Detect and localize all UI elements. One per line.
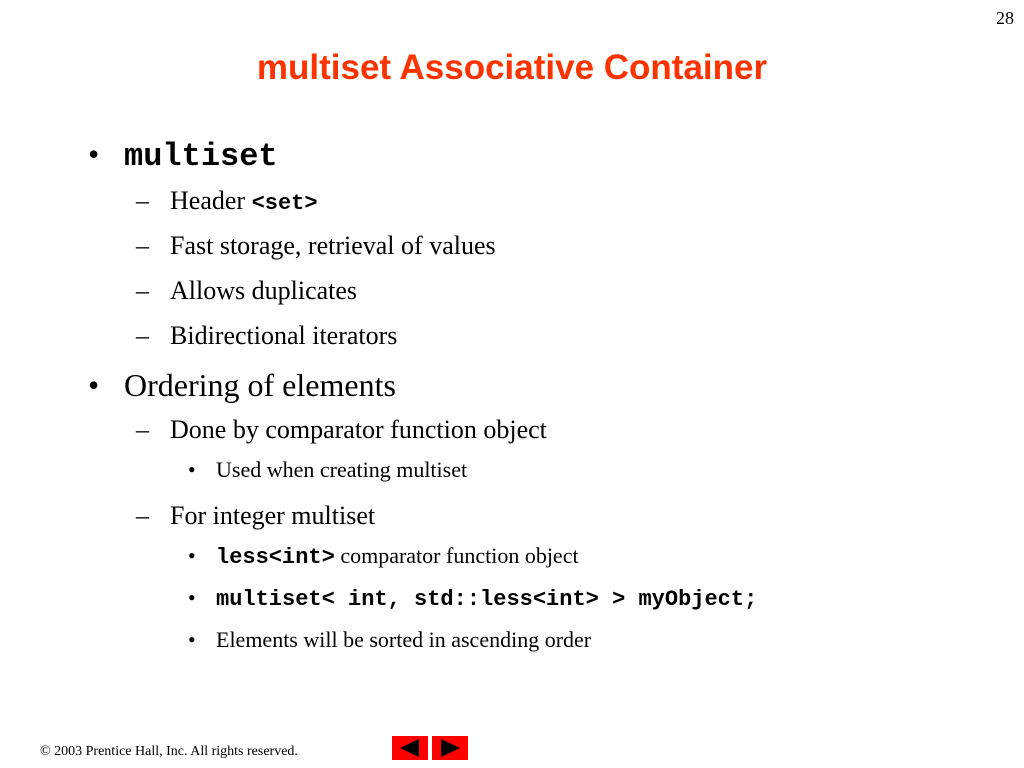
- subitem-header: [88, 188, 988, 233]
- bullet-multiset-text: multiset: [124, 138, 278, 175]
- subitem-comparator-text: Done by comparator function object: [170, 415, 547, 444]
- right-triangle-icon: [432, 736, 468, 760]
- subitem-fast-storage: [88, 233, 988, 278]
- slide-title: multiset Associative Container: [256, 48, 768, 87]
- previous-slide-button[interactable]: [392, 736, 428, 760]
- bullet-ordering-text: Ordering of elements: [124, 367, 396, 403]
- copyright-symbol: ©: [40, 744, 51, 759]
- subsubitem-less-int: [88, 545, 988, 587]
- subitem-comparator: [88, 417, 988, 459]
- subsubitem-sorted: [88, 629, 988, 651]
- bullet-marker: •: [88, 136, 100, 172]
- subsubitem-declaration-code: multiset< int, std::less<int> > myObject;: [216, 587, 758, 612]
- dash-marker: –: [136, 276, 149, 305]
- subitem-fast-storage-text: Fast storage, retrieval of values: [170, 231, 496, 260]
- subsubitem-less-int-code: less<int>: [216, 545, 335, 570]
- copyright-footer: [40, 744, 298, 760]
- subsubitem-used-when: [88, 459, 988, 503]
- slide-navigation: [392, 736, 468, 760]
- subsubitem-used-when-text: Used when creating multiset: [216, 457, 468, 482]
- page-number: 28: [996, 8, 1014, 28]
- next-slide-button[interactable]: [432, 736, 468, 760]
- bullet-multiset: [88, 138, 988, 188]
- dash-marker: –: [136, 501, 149, 530]
- subitem-integer-multiset-text: For integer multiset: [170, 501, 376, 530]
- bullet-marker: •: [88, 367, 100, 403]
- bullet-ordering: [88, 369, 988, 417]
- bullet-marker: •: [188, 627, 196, 652]
- bullet-marker: •: [188, 543, 196, 568]
- left-triangle-icon: [392, 736, 428, 760]
- subsubitem-sorted-text: Elements will be sorted in ascending order: [216, 627, 592, 652]
- subitem-duplicates-text: Allows duplicates: [170, 276, 358, 305]
- bullet-marker: •: [188, 585, 196, 610]
- subsubitem-declaration: [88, 587, 988, 629]
- subitem-duplicates: [88, 278, 988, 323]
- dash-marker: –: [136, 231, 149, 260]
- subitem-header-text: Header: [170, 186, 252, 215]
- subitem-integer-multiset: [88, 503, 988, 545]
- copyright-text: 2003 Prentice Hall, Inc. All rights reserved.: [50, 744, 298, 759]
- bullet-marker: •: [188, 457, 196, 482]
- subitem-bidirectional: [88, 323, 988, 363]
- dash-marker: –: [136, 321, 149, 350]
- dash-marker: –: [136, 415, 149, 444]
- dash-marker: –: [136, 186, 149, 215]
- subitem-bidirectional-text: Bidirectional iterators: [170, 321, 398, 350]
- subsubitem-less-int-text: comparator function object: [334, 543, 579, 568]
- bullet-list: [88, 138, 988, 651]
- subitem-header-code: <set>: [251, 191, 318, 216]
